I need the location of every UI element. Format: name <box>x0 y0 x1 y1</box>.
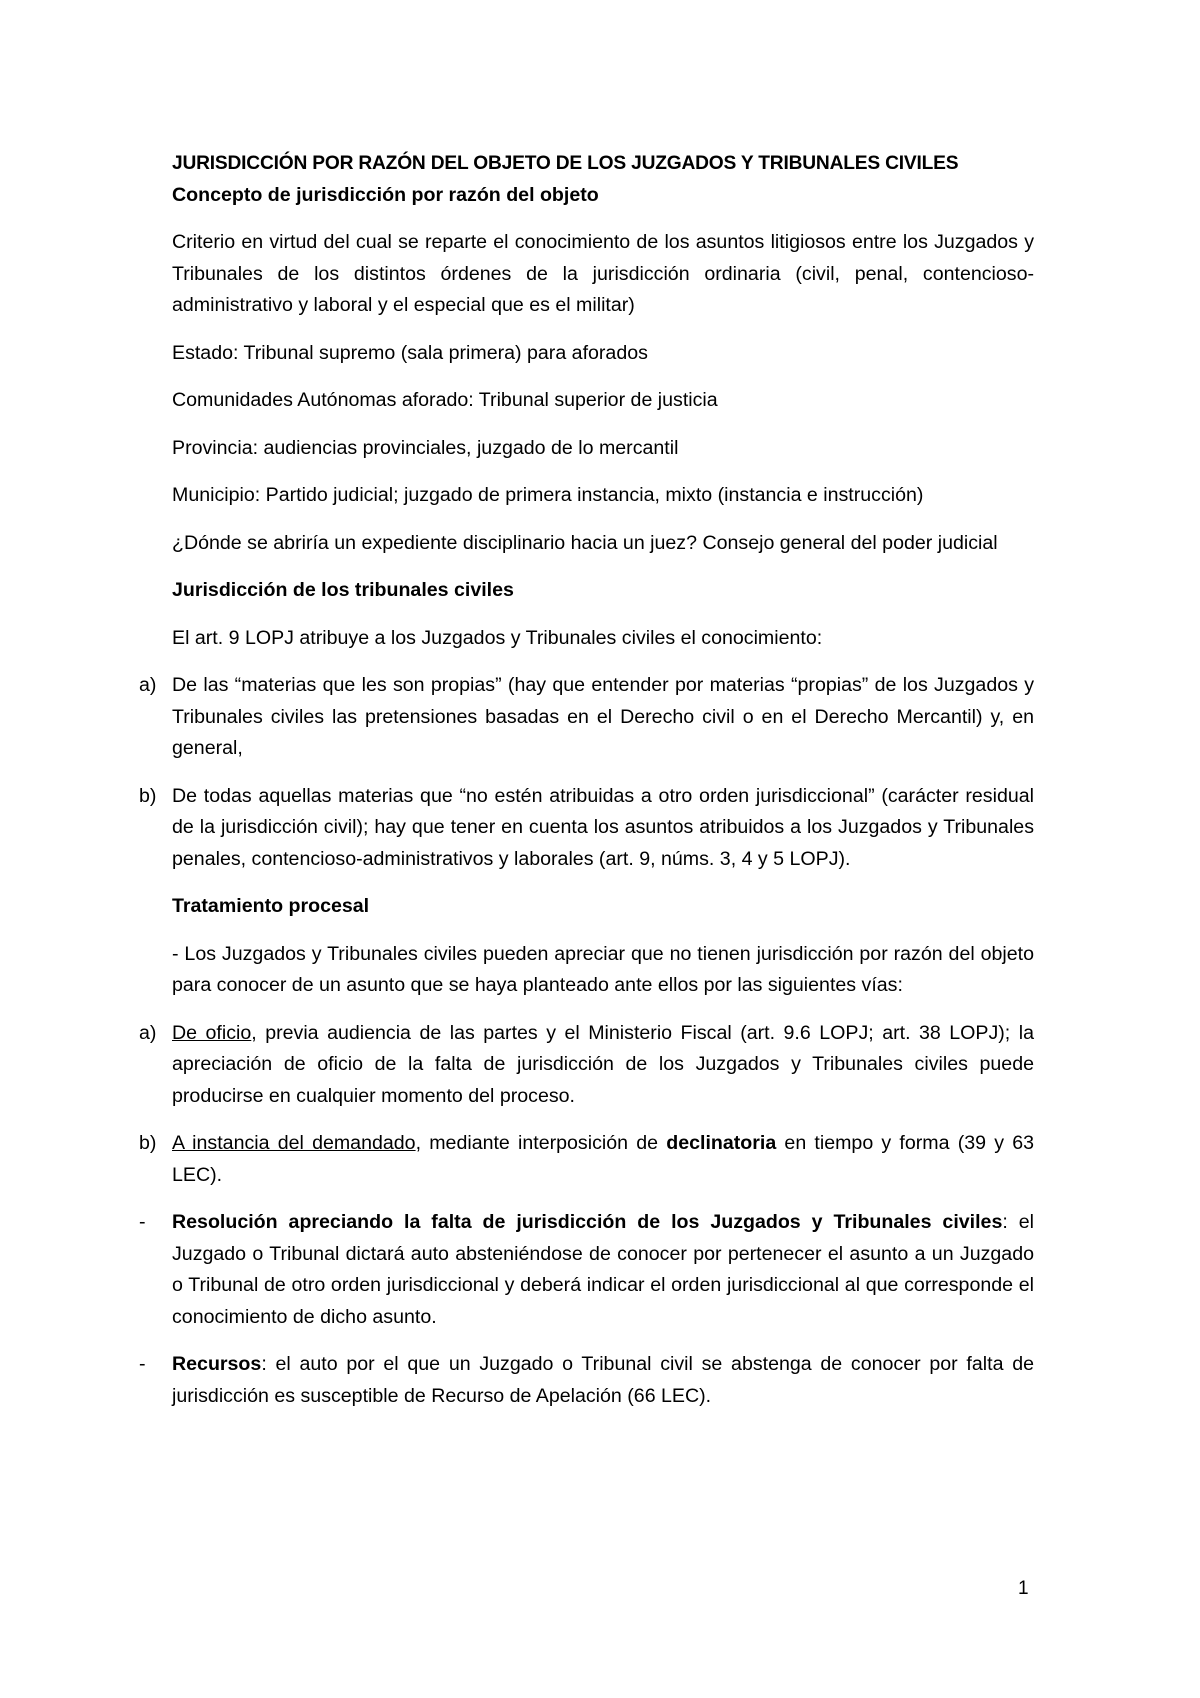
list-marker: a) <box>139 1021 157 1044</box>
dash-item-text <box>172 1349 1034 1412</box>
item-text-rest: : el Juzgado o Tribunal dictará auto absteniéndose de conocer por pertenecer el asunto a un Juzgado o Tribunal de otro orden jurisdiccional y deberá indicar el orden jurisdiccional al que corresponde el conocimiento de dicho asunto. <box>172 1211 1034 1328</box>
dash-marker: - <box>139 1353 146 1375</box>
section-heading-civil-jurisdiction: Jurisdicción de los tribunales civiles <box>172 579 514 601</box>
list-item <box>139 781 1034 876</box>
document-body <box>139 148 1035 1428</box>
list-item <box>139 1018 1034 1113</box>
question-paragraph: ¿Dónde se abriría un expediente disciplinario hacia un juez? Consejo general del poder judicial <box>172 531 998 554</box>
level-province: Provincia: audiencias provinciales, juzgado de lo mercantil <box>172 436 679 459</box>
list-item-text: De las “materias que les son propias” (hay que entender por materias “propias” de los Juzgados y Tribunales civiles las pretensiones basadas en el Derecho civil o en el Derecho Mercantil) y, en general, <box>172 674 1034 759</box>
level-autonomous-community: Comunidades Autónomas aforado: Tribunal superior de justicia <box>172 389 718 411</box>
bold-term: Recursos <box>172 1353 262 1375</box>
underlined-term: De oficio <box>172 1021 252 1044</box>
page-number: 1 <box>1018 1578 1029 1599</box>
dash-marker: - <box>139 1211 146 1233</box>
bold-term: declinatoria <box>666 1132 777 1154</box>
dash-item <box>139 1207 1034 1333</box>
level-municipality: Municipio: Partido judicial; juzgado de primera instancia, mixto (instancia e instrucción) <box>172 484 924 506</box>
list-item <box>139 670 1034 765</box>
list-item <box>139 1128 1035 1191</box>
list-marker: a) <box>139 674 157 696</box>
underlined-term: A instancia del demandado <box>172 1132 416 1154</box>
section-heading-procedural-treatment: Tratamiento procesal <box>172 895 370 917</box>
section1-lead: El art. 9 LOPJ atribuye a los Juzgados y Tribunales civiles el conocimiento: <box>172 626 823 649</box>
item-text-rest: : el auto por el que un Juzgado o Tribunal civil se abstenga de conocer por falta de jurisdicción es susceptible de Recurso de Apelación (66 LEC). <box>172 1353 1034 1407</box>
list-marker: b) <box>139 784 157 807</box>
item-text-middle: , mediante interposición de <box>415 1132 667 1154</box>
dash-item <box>139 1349 1034 1412</box>
document-title: JURISDICCIÓN POR RAZÓN DEL OBJETO DE LOS JUZGADOS Y TRIBUNALES CIVILES <box>172 153 959 174</box>
list-item-text <box>172 1128 1034 1191</box>
item-text-rest: , previa audiencia de las partes y el Ministerio Fiscal (art. 9.6 LOPJ; art. 38 LOPJ); la apreciación de oficio de la falta de jurisdicción de los Juzgados y Tribunales civiles puede producirse en cualquier momento del proceso. <box>172 1021 1034 1107</box>
level-state: Estado: Tribunal supremo (sala primera) para aforados <box>172 341 648 364</box>
bold-term: Resolución apreciando la falta de jurisdicción de los Juzgados y Tribunales civiles <box>172 1211 1003 1233</box>
item-text-rest: en tiempo y forma (39 y 63 LEC). <box>172 1132 1035 1186</box>
list-item-text <box>172 1018 1034 1113</box>
list-item-text: De todas aquellas materias que “no estén atribuidas a otro orden jurisdiccional” (carácter residual de la jurisdicción civil); hay que tener en cuenta los asuntos atribuidos a los Juzgados y Tribunales penales, contencioso-administrativos y laborales (art. 9, núms. 3, 4 y 5 LOPJ). <box>172 784 1034 870</box>
list-marker: b) <box>139 1132 157 1154</box>
intro-paragraph: Criterio en virtud del cual se reparte el conocimiento de los asuntos litigiosos entre los Juzgados y Tribunales de los distintos órdenes de la jurisdicción ordinaria (civil, penal, contencioso-administrativo y laboral y el especial que es el militar) <box>172 231 1034 316</box>
section2-lead: - Los Juzgados y Tribunales civiles pueden apreciar que no tienen jurisdicción por razón del objeto para conocer de un asunto que se haya planteado ante ellos por las siguientes vías: <box>172 942 1034 996</box>
document-subtitle: Concepto de jurisdicción por razón del objeto <box>172 183 599 206</box>
dash-item-text <box>172 1207 1034 1333</box>
